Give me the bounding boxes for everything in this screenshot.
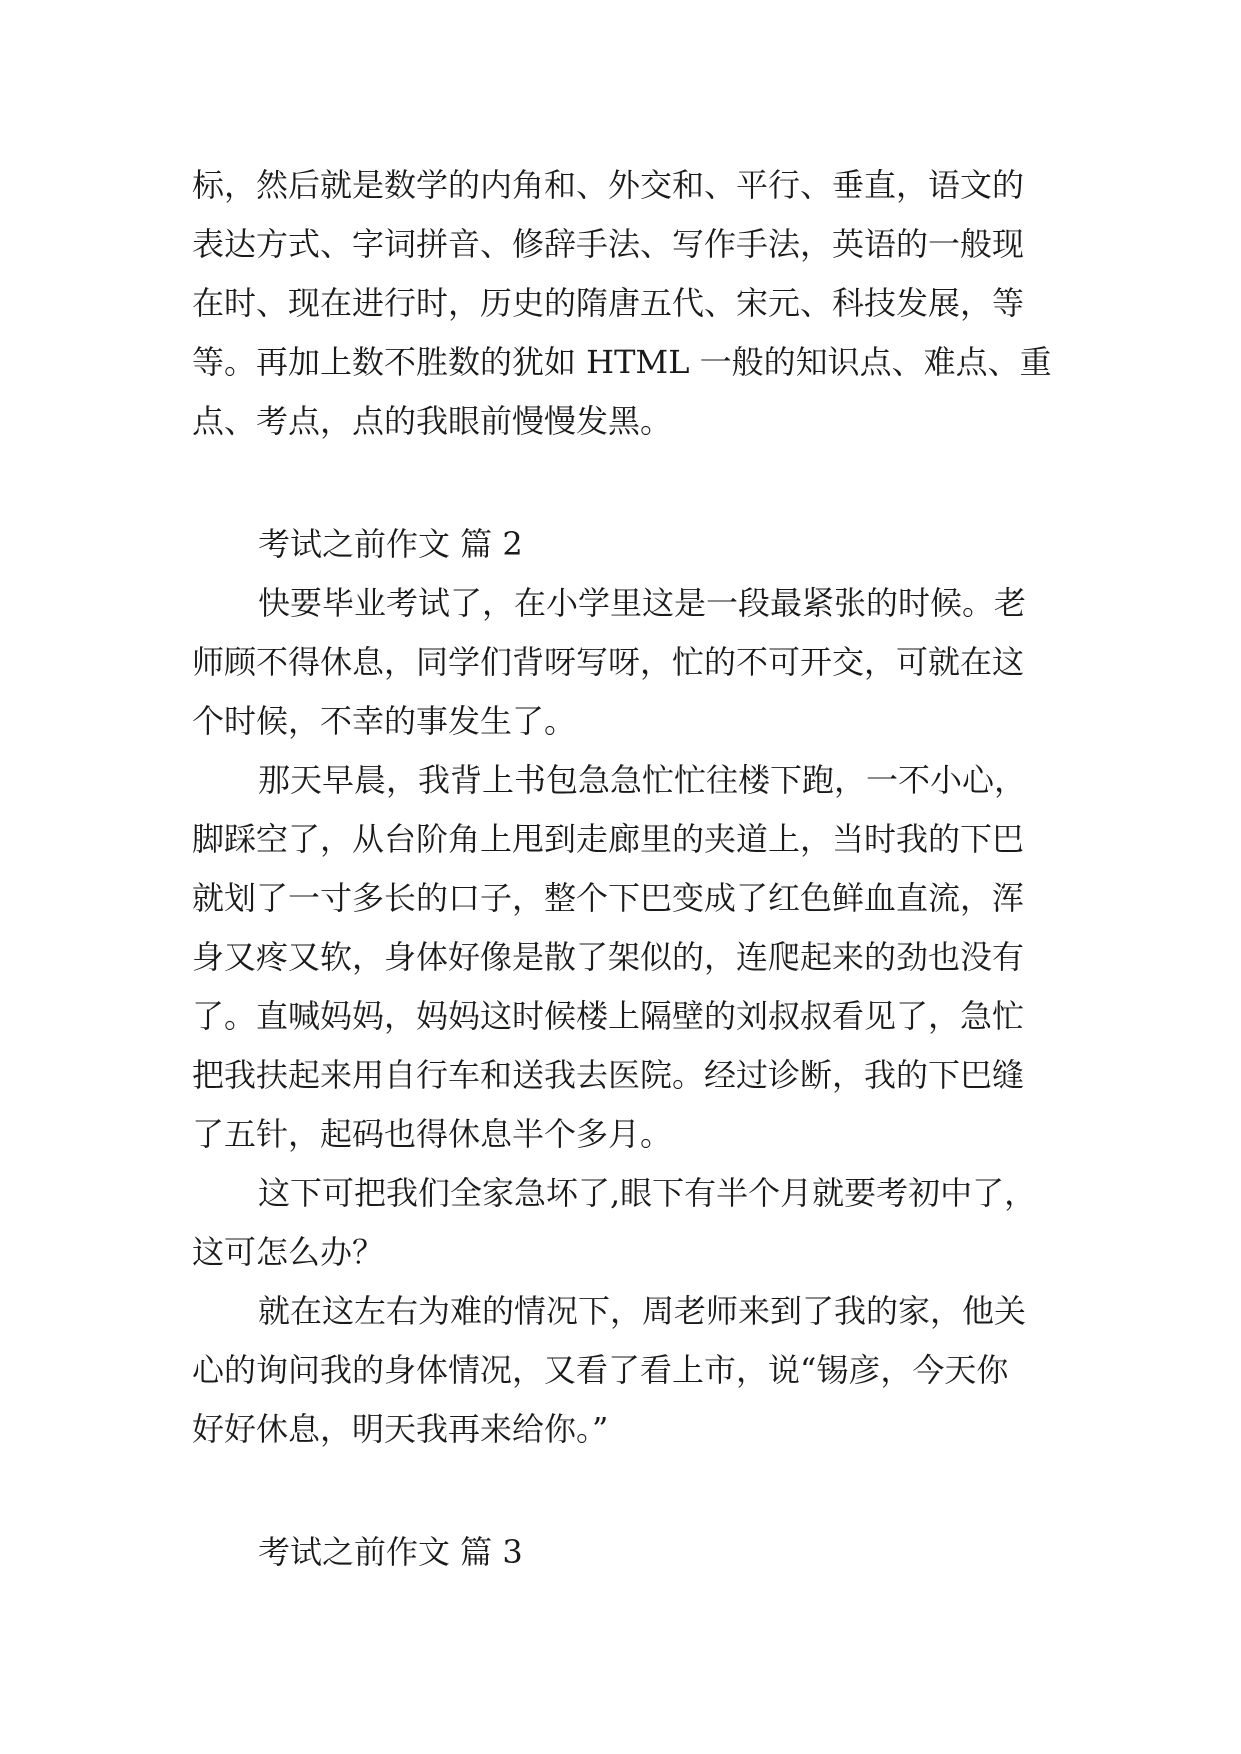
paragraph-line: 脚踩空了，从台阶角上甩到走廊里的夹道上，当时我的下巴 (192, 820, 1025, 858)
paragraph-line: 快要毕业考试了，在小学里这是一段最紧张的时候。老 (258, 584, 1027, 622)
paragraph-line: 在时、现在进行时，历史的隋唐五代、宋元、科技发展，等 (192, 284, 1025, 322)
paragraph-line: 这可怎么办？ (192, 1233, 385, 1271)
paragraph-line: 把我扶起来用自行车和送我去医院。经过诊断，我的下巴缝 (192, 1056, 1025, 1094)
paragraph-line: 就在这左右为难的情况下，周老师来到了我的家，他关 (258, 1292, 1027, 1330)
paragraph-line: 标，然后就是数学的内角和、外交和、平行、垂直，语文的 (192, 166, 1025, 204)
paragraph-line: 点、考点，点的我眼前慢慢发黑。 (192, 402, 673, 440)
paragraph-line: 就划了一寸多长的口子，整个下巴变成了红色鲜血直流，浑 (192, 879, 1025, 917)
paragraph-line: 这下可把我们全家急坏了,眼下有半个月就要考初中了， (258, 1174, 1037, 1212)
paragraph-line: 表达方式、字词拼音、修辞手法、写作手法，英语的一般现 (192, 225, 1025, 263)
paragraph-line: 了。直喊妈妈，妈妈这时候楼上隔壁的刘叔叔看见了，急忙 (192, 997, 1025, 1035)
paragraph-line: 等。再加上数不胜数的犹如 HTML 一般的知识点、难点、重 (192, 343, 1052, 381)
section-heading: 考试之前作文 篇 2 (258, 525, 523, 563)
paragraph-line: 身又疼又软，身体好像是散了架似的，连爬起来的劲也没有 (192, 938, 1025, 976)
paragraph-line: 那天早晨，我背上书包急急忙忙往楼下跑，一不小心， (258, 761, 1027, 799)
paragraph-line: 个时候，不幸的事发生了。 (192, 702, 577, 740)
paragraph-line: 师顾不得休息，同学们背呀写呀，忙的不可开交，可就在这 (192, 643, 1025, 681)
paragraph-line: 心的询问我的身体情况，又看了看上市，说“锡彦，今天你 (192, 1351, 1009, 1389)
section-heading: 考试之前作文 篇 3 (258, 1533, 523, 1571)
paragraph-line: 了五针，起码也得休息半个多月。 (192, 1115, 673, 1153)
paragraph-line: 好好休息，明天我再来给你。” (192, 1410, 609, 1448)
